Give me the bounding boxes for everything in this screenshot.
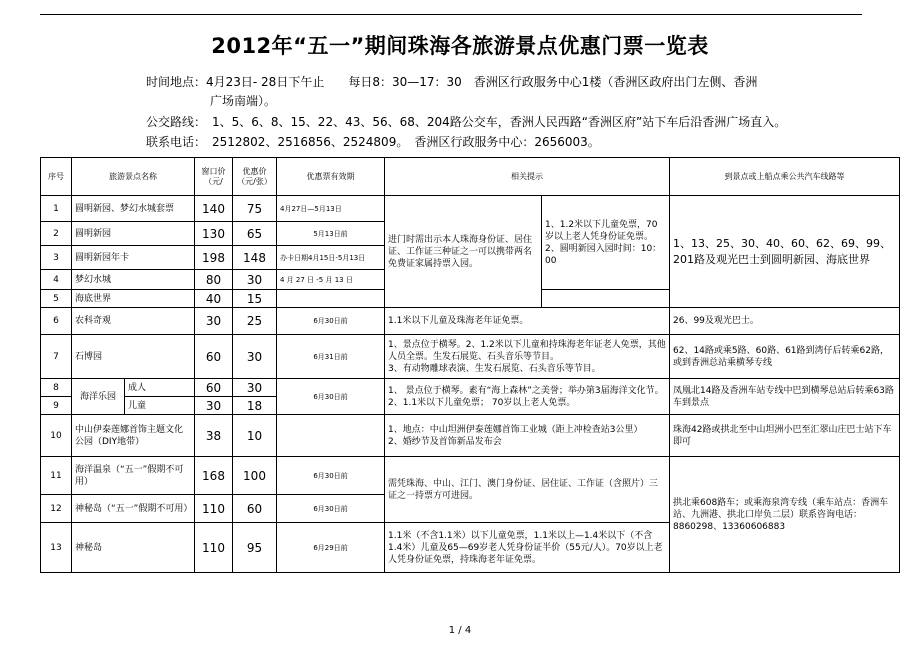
row-validity <box>277 415 385 457</box>
header-validity: 优惠票有效期 <box>277 158 385 196</box>
row-window-price: 168 <box>195 457 233 495</box>
time-location-line-1: 时间地点：4月23日- 28日下午止 每日8：30—17：30 香洲区行政服务中心1楼（香洲区政府出门左侧、香洲 <box>146 75 758 89</box>
row-discount-price: 25 <box>233 308 277 335</box>
row-discount-price: 75 <box>233 196 277 222</box>
row-window-price: 40 <box>195 290 233 308</box>
bus-route-line: 公交路线： 1、5、6、8、15、22、43、56、68、204路公交车，香洲人民西路“香洲区府”站下车后沿香洲广场直入。 <box>146 115 787 129</box>
row-validity: 6月29日前 <box>277 523 385 573</box>
row-name: 圆明新园年卡 <box>72 246 195 270</box>
row-discount-price: 10 <box>233 415 277 457</box>
tips-row-8-9: 1、 景点位于横琴。素有“海上森林”之美誉；举办第3届海洋文化节。 2、1.1米以下儿童免票； 70岁以上老人免票。 <box>385 379 670 415</box>
header-no: 序号 <box>41 158 72 196</box>
contact-phone-line: 联系电话： 2512802、2516856、2524809。 香洲区行政服务中心：2656003。 <box>146 135 600 149</box>
row-name: 农科奇观 <box>72 308 195 335</box>
header-window-price: 窗口价（元/ <box>195 158 233 196</box>
route-group-1: 1、13、25、30、40、60、62、69、99、201路及观光巴士到圆明新园、海底世界 <box>670 196 900 308</box>
row-no: 8 <box>41 379 72 397</box>
header-route: 到景点或上船点乘公共汽车线路等 <box>670 158 900 196</box>
route-row-10: 珠海42路或拱北至中山坦洲小巴至汇翠山庄巴士站下车即可 <box>670 415 900 457</box>
row-window-price: 60 <box>195 335 233 379</box>
row-no: 7 <box>41 335 72 379</box>
row-window-price: 60 <box>195 379 233 397</box>
route-row-7: 62、14路或乘5路、60路、61路到湾仔后转乘62路，或到香洲总站乘横琴专线 <box>670 335 900 379</box>
row-validity: 办卡日期4月15日-5月13日 <box>277 246 385 270</box>
row-discount-price: 100 <box>233 457 277 495</box>
row-name: 神秘岛 <box>72 523 195 573</box>
tips-group-1-left: 进门时需出示本人珠海身份证、居住证、工作证三种证之一可以携带两名免费证家属持票入园。 <box>385 196 542 308</box>
row-validity: 6月30日前 <box>277 379 385 415</box>
row-name: 圆明新园 <box>72 222 195 246</box>
row-validity <box>277 290 385 308</box>
tips-row-11-12: 需凭珠海、中山、江门、澳门身份证、居住证、工作证（含照片）三证之一持票方可进园。 <box>385 457 670 523</box>
route-row-8-9: 凤凰北14路及香洲车站专线中巴到横琴总站后转乘63路车到景点 <box>670 379 900 415</box>
header-name: 旅游景点名称 <box>72 158 195 196</box>
page-title: 2012年“五一”期间珠海各旅游景点优惠门票一览表 <box>211 34 709 58</box>
header-discount-price: 优惠价（元/张） <box>233 158 277 196</box>
table-row <box>41 379 900 397</box>
row-name: 儿童 <box>125 397 195 415</box>
row-window-price: 130 <box>195 222 233 246</box>
row-discount-price: 15 <box>233 290 277 308</box>
tips-row-13: 1.1米（不含1.1米）以下儿童免票，1.1米以上—1.4米以下（不含1.4米）儿童及65—69岁老人凭身份证半价（55元/人）。70岁以上老人凭身份证免票，持珠海老年证免票。 <box>385 523 670 573</box>
row-window-price: 110 <box>195 495 233 523</box>
row-window-price: 30 <box>195 397 233 415</box>
row-validity: 6月30日前 <box>277 495 385 523</box>
row-no: 4 <box>41 270 72 290</box>
row-name: 梦幻水城 <box>72 270 195 290</box>
row-discount-price: 30 <box>233 335 277 379</box>
header-tips: 相关提示 <box>385 158 670 196</box>
row-validity: 4 月 27 日 -5 月 13 日 <box>277 270 385 290</box>
row-no: 13 <box>41 523 72 573</box>
table-row <box>41 308 900 335</box>
tips-group-1-right: 1、1.2米以下儿童免票，70岁以上老人凭身份证免票。 2、圆明新园入园时间：10：00 <box>542 196 670 290</box>
table-row <box>41 196 900 222</box>
row-name: 神秘岛（“五一”假期不可用） <box>72 495 195 523</box>
row-no: 1 <box>41 196 72 222</box>
header-row <box>41 158 900 196</box>
row-no: 10 <box>41 415 72 457</box>
row-discount-price: 148 <box>233 246 277 270</box>
tips-row-10: 1、地点：中山坦洲伊泰莲娜首饰工业城（距上冲检查站3公里） 2、婚纱节及首饰新品发布会 <box>385 415 670 457</box>
row-window-price: 140 <box>195 196 233 222</box>
row-window-price: 30 <box>195 308 233 335</box>
row-no: 3 <box>41 246 72 270</box>
row-validity: 4月27日—5月13日 <box>277 196 385 222</box>
row-discount-price: 65 <box>233 222 277 246</box>
row-window-price: 110 <box>195 523 233 573</box>
row-validity: 5月13日前 <box>277 222 385 246</box>
row-discount-price: 30 <box>233 379 277 397</box>
row-no: 6 <box>41 308 72 335</box>
row-validity: 6月30日前 <box>277 308 385 335</box>
ocean-park-label: 海洋乐园 <box>72 379 125 415</box>
row-window-price: 38 <box>195 415 233 457</box>
row-window-price: 198 <box>195 246 233 270</box>
row-no: 12 <box>41 495 72 523</box>
row-discount-price: 60 <box>233 495 277 523</box>
row-no: 11 <box>41 457 72 495</box>
row-name: 石博园 <box>72 335 195 379</box>
row-name: 中山伊泰莲娜首饰主题文化公园（DIY地带） <box>72 415 195 457</box>
row-no: 5 <box>41 290 72 308</box>
time-location-line-2: 广场南端）。 <box>210 94 277 108</box>
table-row <box>41 457 900 495</box>
route-row-6: 26、99及观光巴士。 <box>670 308 900 335</box>
tips-empty-cell <box>542 290 670 308</box>
route-row-11-13: 拱北乘608路车；或乘海泉湾专线（乘车站点：香洲车站、九洲港、拱北口岸负二层）联系咨询电话：8860298、13360606883 <box>670 457 900 573</box>
ticket-table <box>40 157 900 573</box>
row-name: 海底世界 <box>72 290 195 308</box>
table-row <box>41 335 900 379</box>
row-name: 成人 <box>125 379 195 397</box>
page-number: 1 / 4 <box>448 625 472 636</box>
row-validity: 6月30日前 <box>277 457 385 495</box>
row-discount-price: 30 <box>233 270 277 290</box>
top-rule <box>40 14 862 15</box>
row-no: 9 <box>41 397 72 415</box>
row-validity: 6月31日前 <box>277 335 385 379</box>
row-name: 圆明新园、梦幻水城套票 <box>72 196 195 222</box>
row-discount-price: 18 <box>233 397 277 415</box>
table-row <box>41 415 900 457</box>
row-window-price: 80 <box>195 270 233 290</box>
row-discount-price: 95 <box>233 523 277 573</box>
row-no: 2 <box>41 222 72 246</box>
row-name: 海洋温泉（“五一”假期不可用） <box>72 457 195 495</box>
tips-row-7: 1、景点位于横琴。2、1.2米以下儿童和持珠海老年证老人免票，其他人员全票。生发石展览、石头音乐等节目。 3、有动物雕球表演、生发石展览、石头音乐等节目。 <box>385 335 670 379</box>
tips-row-6: 1.1米以下儿童及珠海老年证免票。 <box>385 308 670 335</box>
